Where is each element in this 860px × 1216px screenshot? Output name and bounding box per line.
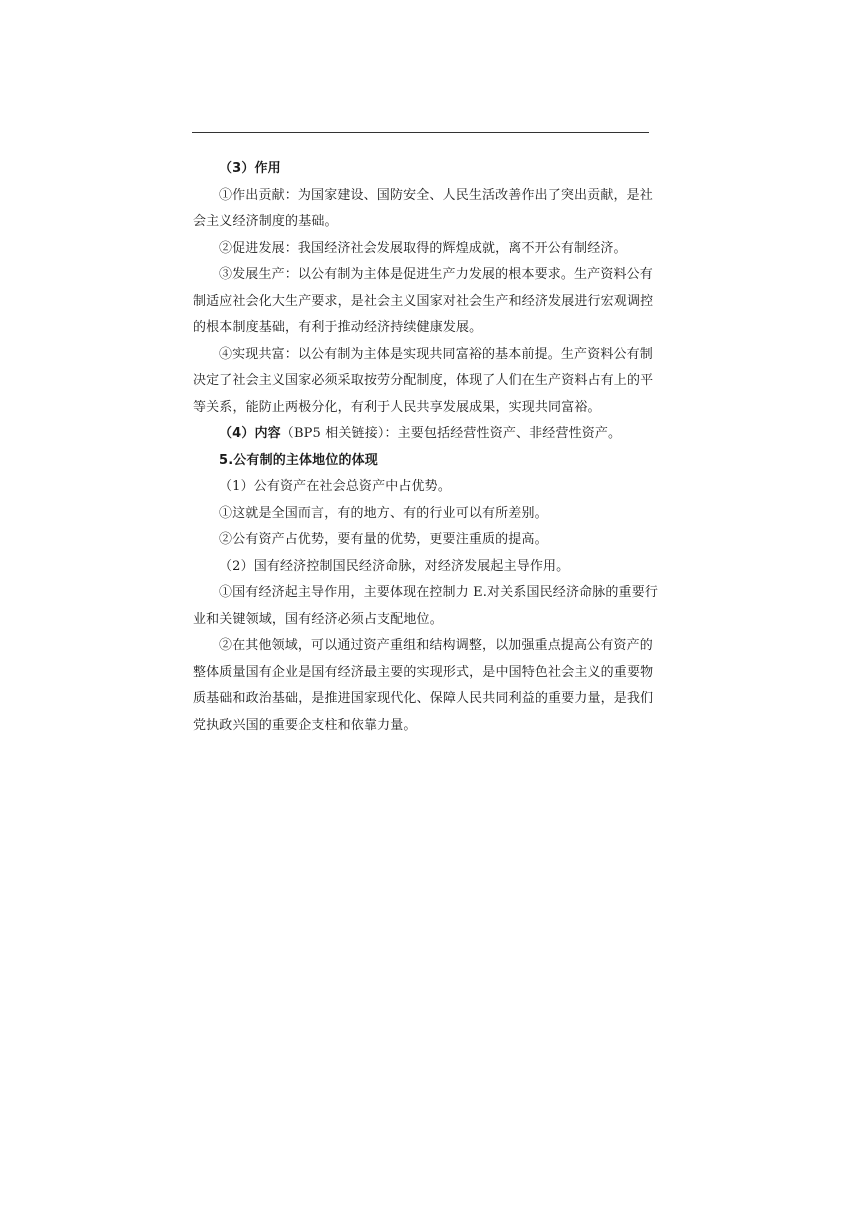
section-5-2-b-line-4: 党执政兴国的重要企支柱和依靠力量。 [193, 717, 417, 733]
section-5-2-b-line-3: 质基础和政治基础，是推进国家现代化、保障人民共同利益的重要力量，是我们 [193, 691, 654, 706]
paragraph-production-line-3: 的根本制度基础，有利于推动经济持续健康发展。 [193, 320, 483, 335]
section-5-1-b: ②公有资产占优势，要有量的优势，更要注重质的提高。 [219, 532, 548, 547]
paragraph-development-line-1: ②促进发展：我国经济社会发展取得的辉煌成就，离不开公有制经济。 [219, 240, 627, 256]
section-5-heading: 5.公有制的主体地位的体现 [219, 452, 378, 468]
section-5-2-a-line-1: ①国有经济起主导作用，主要体现在控制力 E.对关系国民经济命脉的重要行 [219, 585, 659, 600]
paragraph-contribution-line-1: ①作出贡献：为国家建设、国防安全、人民生活改善作出了突出贡献，是社 [219, 187, 653, 203]
section-4-heading-text: （BP5 相关链接）：主要包括经营性资产、非经营性资产。 [280, 426, 622, 441]
header-rule [192, 132, 649, 133]
section-5-2-b-line-1: ②在其他领域，可以通过资产重组和结构调整，以加强重点提高公有资产的 [219, 638, 653, 653]
paragraph-production-line-1: ③发展生产：以公有制为主体是促进生产力发展的根本要求。生产资料公有 [219, 267, 653, 282]
section-5-2-b-line-2: 整体质量国有企业是国有经济最主要的实现形式，是中国特色社会主义的重要物 [193, 664, 654, 680]
section-5-2-a-line-2: 业和关键领域，国有经济必须占支配地位。 [193, 611, 443, 627]
paragraph-prosperity-line-3: 等关系，能防止两极分化，有利于人民共享发展成果，实现共同富裕。 [193, 399, 601, 415]
section-5-1: （1）公有资产在社会总资产中占优势。 [219, 479, 451, 494]
document-body [193, 156, 659, 739]
section-3-heading: （3）作用 [219, 161, 281, 176]
paragraph-contribution-line-2: 会主义经济制度的基础。 [193, 214, 338, 229]
paragraph-prosperity-line-1: ④实现共富：以公有制为主体是实现共同富裕的基本前提。生产资料公有制 [219, 346, 653, 362]
section-5-2: （2）国有经济控制国民经济命脉，对经济发展起主导作用。 [219, 558, 570, 574]
paragraph-prosperity-line-2: 决定了社会主义国家必须采取按劳分配制度，体现了人们在生产资料占有上的平 [193, 373, 654, 388]
section-4-heading [193, 421, 649, 448]
paragraph-production-line-2: 制适应社会化大生产要求，是社会主义国家对社会生产和经济发展进行宏观调控 [193, 293, 654, 309]
section-5-1-a: ①这就是全国而言，有的地方、有的行业可以有所差别。 [219, 505, 548, 521]
section-4-heading-label: （4）内容 [219, 426, 281, 441]
